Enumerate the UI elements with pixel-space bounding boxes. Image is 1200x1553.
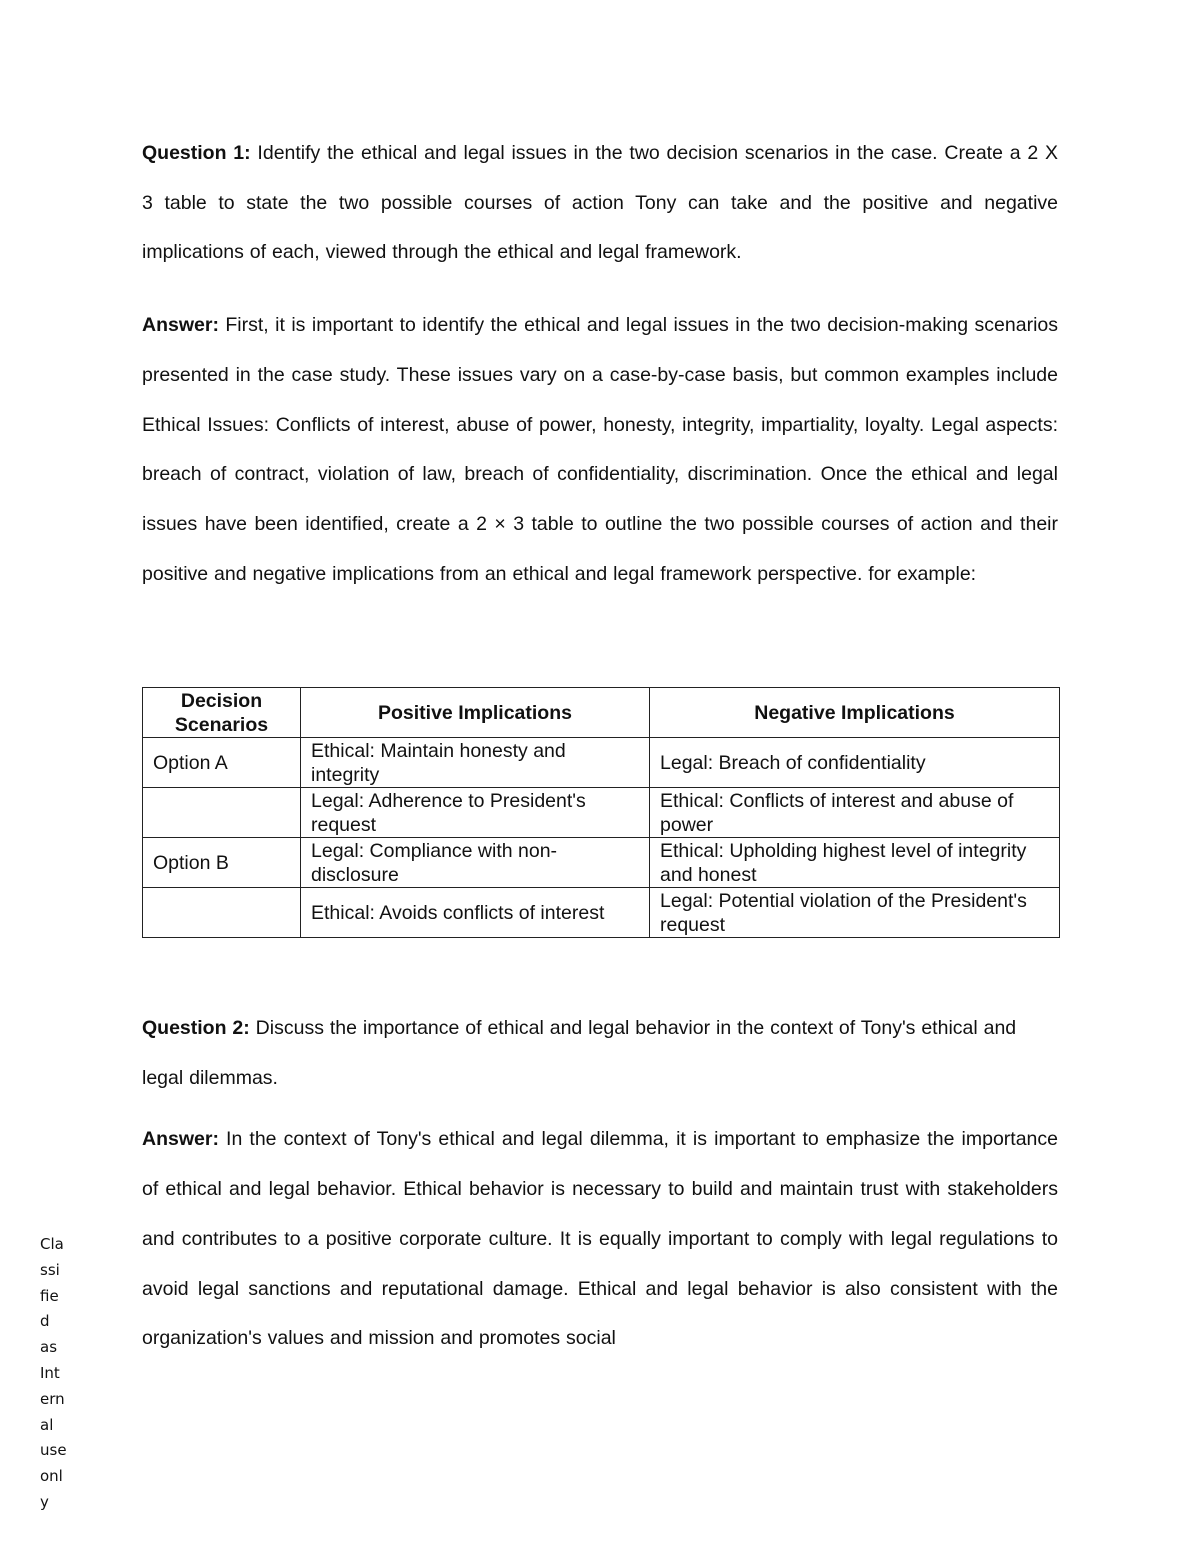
answer-2-label: Answer:: [142, 1128, 219, 1151]
table-header-row: [143, 688, 1060, 738]
answer-2-text: In the context of Tony's ethical and legal dilemma, it is important to emphasize the importance of ethical and legal behavior. Ethical behavior is necessary to build and maintain trust with stakeholders and contributes to a positive corporate culture. It is equally important to comply with legal regulations to avoid legal sanctions and reputational damage. Ethical and legal behavior is also consistent with the organization's values and mission and promotes social: [142, 1128, 1058, 1350]
question-2-label: Question 2:: [142, 1017, 250, 1039]
table-cell: Ethical: Conflicts of interest and abuse of power: [650, 788, 1060, 838]
question-2-text: Discuss the importance of ethical and legal behavior in the context of Tony's ethical and legal dilemmas.: [142, 1017, 1017, 1089]
table-header-cell: Decision Scenarios: [143, 688, 301, 738]
table-row: [143, 788, 1060, 838]
table-row: [143, 838, 1060, 888]
answer-1-text: First, it is important to identify the ethical and legal issues in the two decision-making scenarios presented in the case study. These issues vary on a case-by-case basis, but common examples include Ethical Issues: Conflicts of interest, abuse of power, honesty, integrity, impartiality, loyalty. Legal aspects: breach of contract, violation of law, breach of confidentiality, discrimination. Once the ethical and legal issues have been identified, create a 2 × 3 table to outline the two possible courses of action and their positive and negative implications from an ethical and legal framework perspective. for example:: [142, 314, 1058, 585]
question-1-text: Identify the ethical and legal issues in the two decision scenarios in the case. Create a 2 X 3 table to state the two possible courses of action Tony can take and the positive and negative implications of each, viewed through the ethical and legal framework.: [142, 142, 1058, 264]
classification-fragment: fie: [40, 1286, 59, 1305]
classification-fragment: use: [40, 1441, 67, 1460]
section-question-2: [142, 1004, 1058, 1364]
classification-fragment: onl: [40, 1467, 63, 1486]
question-2-paragraph: [142, 1004, 1058, 1103]
table-cell: Legal: Adherence to President's request: [301, 788, 650, 838]
classification-fragment: Cla: [40, 1235, 64, 1253]
table-cell: Legal: Compliance with non-disclosure: [301, 838, 650, 888]
table-cell: [143, 888, 301, 938]
classification-fragment: Int: [40, 1363, 60, 1382]
table-cell: [143, 788, 301, 838]
table-cell: Option B: [143, 838, 301, 888]
implications-table: [142, 687, 1060, 938]
classification-fragment: ern: [40, 1389, 65, 1408]
classification-fragment: al: [40, 1415, 54, 1434]
answer-2-paragraph: [142, 1115, 1058, 1364]
table-row: [143, 738, 1060, 788]
section-question-1: [142, 129, 1058, 599]
classification-fragment: ssi: [40, 1260, 60, 1279]
table-row: [143, 888, 1060, 938]
table-cell: Ethical: Maintain honesty and integrity: [301, 738, 650, 788]
table-header-cell: Positive Implications: [301, 688, 650, 738]
table-cell: Legal: Potential violation of the President's request: [650, 888, 1060, 938]
table-cell: Option A: [143, 738, 301, 788]
table-cell: Legal: Breach of confidentiality: [650, 738, 1060, 788]
question-1-label: Question 1:: [142, 142, 251, 164]
classification-fragment: as: [40, 1338, 58, 1357]
classification-label: [40, 1232, 70, 1516]
answer-1-paragraph: [142, 301, 1058, 599]
question-1-paragraph: [142, 129, 1058, 278]
table-cell: Ethical: Avoids conflicts of interest: [301, 888, 650, 938]
answer-1-label: Answer:: [142, 314, 219, 337]
classification-fragment: d: [40, 1312, 50, 1331]
classification-fragment: y: [40, 1492, 49, 1511]
table-cell: Ethical: Upholding highest level of integrity and honest: [650, 838, 1060, 888]
table-header-cell: Negative Implications: [650, 688, 1060, 738]
